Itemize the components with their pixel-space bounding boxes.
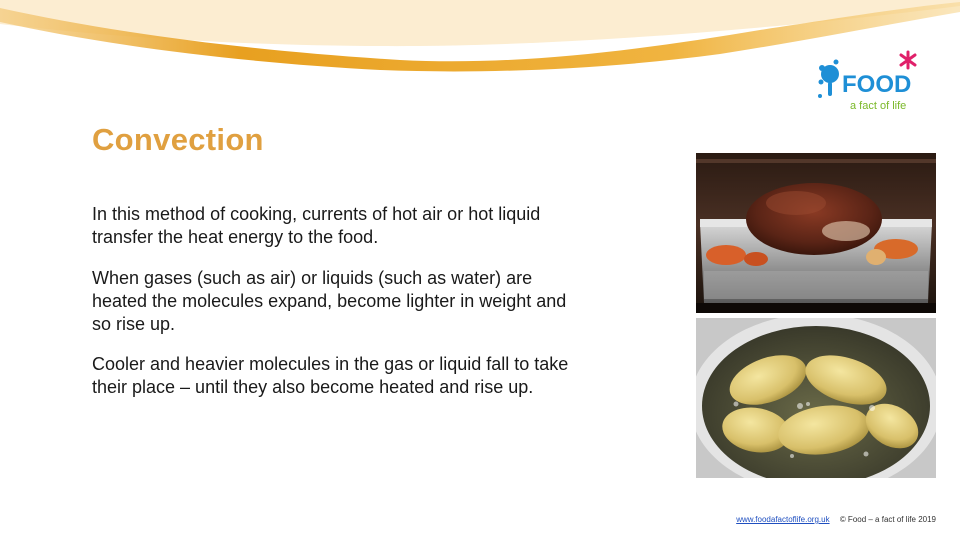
copyright-text: © Food – a fact of life 2019 [839, 515, 936, 524]
website-link[interactable]: www.foodafactoflife.org.uk [736, 515, 830, 524]
logo-tagline: a fact of life [850, 100, 907, 112]
paragraph-molecules-fall: Cooler and heavier molecules in the gas or liquid fall to take their place – until they also become heated and rise up. [92, 354, 569, 397]
splash-icon [818, 60, 839, 99]
slide-footer [736, 515, 936, 524]
asterisk-icon [901, 52, 915, 68]
paragraph-molecules-rise: When gases (such as air) or liquids (such as water) are heated the molecules expand, become lighter in weight and so rise up. [92, 268, 567, 334]
roast-in-oven-photo [696, 153, 936, 313]
slide-title: Convection [92, 122, 264, 157]
boiling-potatoes-photo [696, 318, 936, 478]
paragraph-heat-transfer: In this method of cooking, currents of hot air or hot liquid transfer the heat energy to the food. [92, 204, 541, 247]
logo-word: FOOD [842, 71, 912, 98]
food-a-fact-of-life-logo [812, 46, 932, 124]
